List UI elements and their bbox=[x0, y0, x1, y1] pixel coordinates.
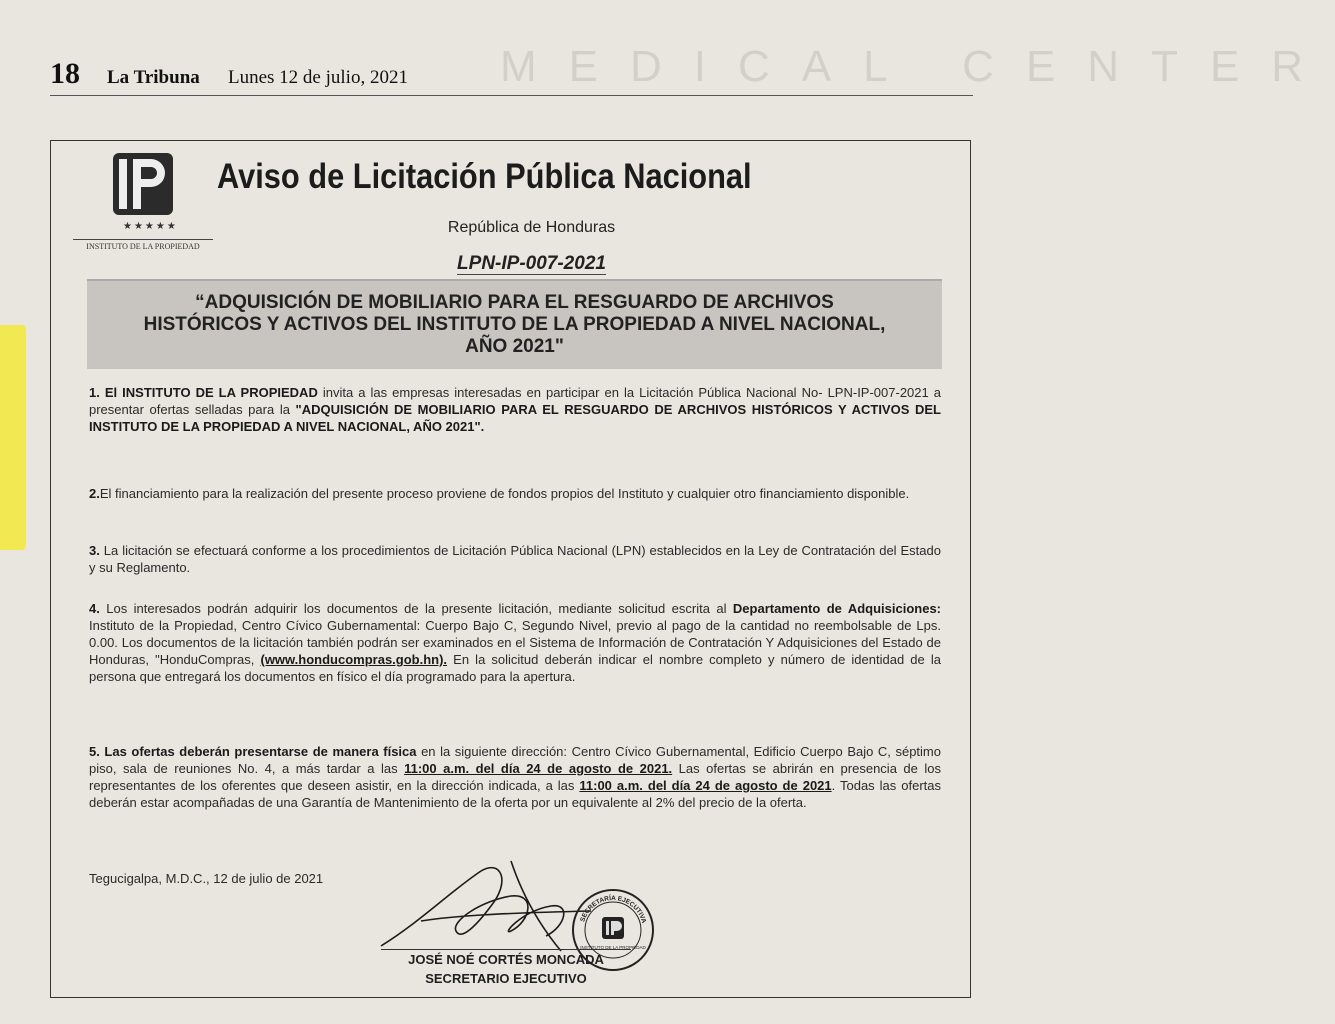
clause-5-number: 5. bbox=[89, 744, 100, 759]
ip-logo-icon bbox=[113, 153, 173, 215]
opening-time: 11:00 a.m. del día 24 de agosto de 2021 bbox=[579, 778, 832, 793]
clause-1-subject: "ADQUISICIÓN DE MOBILIARIO PARA EL RESGUARDO DE ARCHIVOS HISTÓRICOS Y ACTIVOS DEL INSTITUTO DE LA PROPIEDAD A NIVEL NACIONAL, AÑO 2021". bbox=[89, 402, 941, 434]
place-and-date: Tegucigalpa, M.D.C., 12 de julio de 2021 bbox=[89, 871, 324, 886]
clause-3-text: La licitación se efectuará conforme a los procedimientos de Licitación Pública Nacional (LPN) establecidos en la Ley de Contratación del Estado y su Reglamento. bbox=[89, 543, 941, 575]
clause-1 bbox=[89, 384, 941, 435]
signer-name: JOSÉ NOÉ CORTÉS MONCADA bbox=[381, 949, 631, 967]
clause-4 bbox=[89, 600, 941, 685]
clause-5 bbox=[89, 743, 941, 811]
clause-5-text-a: en la siguiente dirección: Centro Cívico Gubernamental, Edificio Cuerpo Bajo C, séptimo piso, sala de reuniones No. 4, a más tardar a las bbox=[89, 744, 941, 776]
clause-4-text-b: Instituto de la Propiedad, Centro Cívico Gubernamental: Cuerpo Bajo C, Segundo Nivel, previo al pago de la cantidad no reembolsable de Lps. 0.00. Los documentos de la licitación también podrán ser examinados en el Sistema de Información de Contratación Y Adquisiciones del Estado de Honduras, "HonduCompras, bbox=[89, 618, 941, 667]
tender-notice bbox=[50, 140, 971, 998]
clause-5-lead: Las ofertas deberán presentarse de manera física bbox=[99, 744, 417, 759]
seal-text: SECRETARÍA EJECUTIVA bbox=[579, 894, 648, 925]
clause-5-text-b: Las ofertas se abrirán en presencia de los representantes de los oferentes que deseen asistir, en la dirección indicada, a las bbox=[89, 761, 942, 793]
seal-caption: INSTITUTO DE LA PROPIEDAD bbox=[580, 945, 646, 950]
clause-3 bbox=[89, 542, 941, 576]
honducompras-link[interactable]: (www.honducompras.gob.hn). bbox=[260, 652, 448, 667]
notice-title: Aviso de Licitación Pública Nacional bbox=[217, 157, 752, 196]
tender-subject: “ADQUISICIÓN DE MOBILIARIO PARA EL RESGUARDO DE ARCHIVOS HISTÓRICOS Y ACTIVOS DEL INSTITUTO DE LA PROPIEDAD A NIVEL NACIONAL, AÑO 2021" bbox=[143, 292, 886, 357]
clause-2 bbox=[89, 485, 941, 502]
clause-2-text: El financiamiento para la realización del presente proceso proviene de fondos propios del Instituto y cualquier otro financiamiento disponible. bbox=[99, 486, 910, 501]
newspaper-name: La Tribuna bbox=[107, 67, 200, 88]
logo-stars: ★★★★★ bbox=[123, 221, 178, 232]
clause-4-text-c: En la solicitud deberán indicar el nombre completo y número de identidad de la persona que entregará los documentos en físico el día programado para la apertura. bbox=[89, 652, 941, 684]
clause-1-lead: El INSTITUTO DE LA PROPIEDAD bbox=[104, 385, 318, 400]
tender-code-text: LPN-IP-007-2021 bbox=[457, 253, 606, 274]
clause-4-department: Departamento de Adquisiciones: bbox=[732, 601, 941, 616]
clause-2-number: 2. bbox=[89, 486, 100, 501]
page-number: 18 bbox=[50, 57, 80, 90]
tender-subject-banner bbox=[87, 279, 942, 369]
signer-role: SECRETARIO EJECUTIVO bbox=[425, 971, 587, 986]
logo-caption: INSTITUTO DE LA PROPIEDAD bbox=[73, 239, 213, 251]
institute-logo bbox=[73, 153, 213, 255]
issue-date: Lunes 12 de julio, 2021 bbox=[228, 67, 408, 88]
tender-code bbox=[51, 253, 972, 275]
submission-deadline: 11:00 a.m. del día 24 de agosto de 2021. bbox=[404, 761, 673, 776]
clause-4-number: 4. bbox=[89, 601, 100, 616]
show-through-text: MEDICAL CENTER bbox=[500, 42, 1335, 91]
clause-4-text-a: Los interesados podrán adquirir los documentos de la presente licitación, mediante solicitud escrita al bbox=[99, 601, 733, 616]
clause-5-text-c: . Todas las ofertas deberán estar acompañadas de una Garantía de Mantenimiento de la oferta por un equivalente al 2% del precio de la oferta. bbox=[89, 778, 941, 810]
country-line: República de Honduras bbox=[447, 219, 616, 236]
clause-3-number: 3. bbox=[89, 543, 100, 558]
highlighter-mark bbox=[0, 325, 26, 550]
clause-1-text: invita a las empresas interesadas en participar en la Licitación Pública Nacional No- LPN-IP-007-2021 a presentar ofertas selladas para la bbox=[89, 385, 941, 417]
clause-1-number: 1. bbox=[89, 385, 100, 400]
